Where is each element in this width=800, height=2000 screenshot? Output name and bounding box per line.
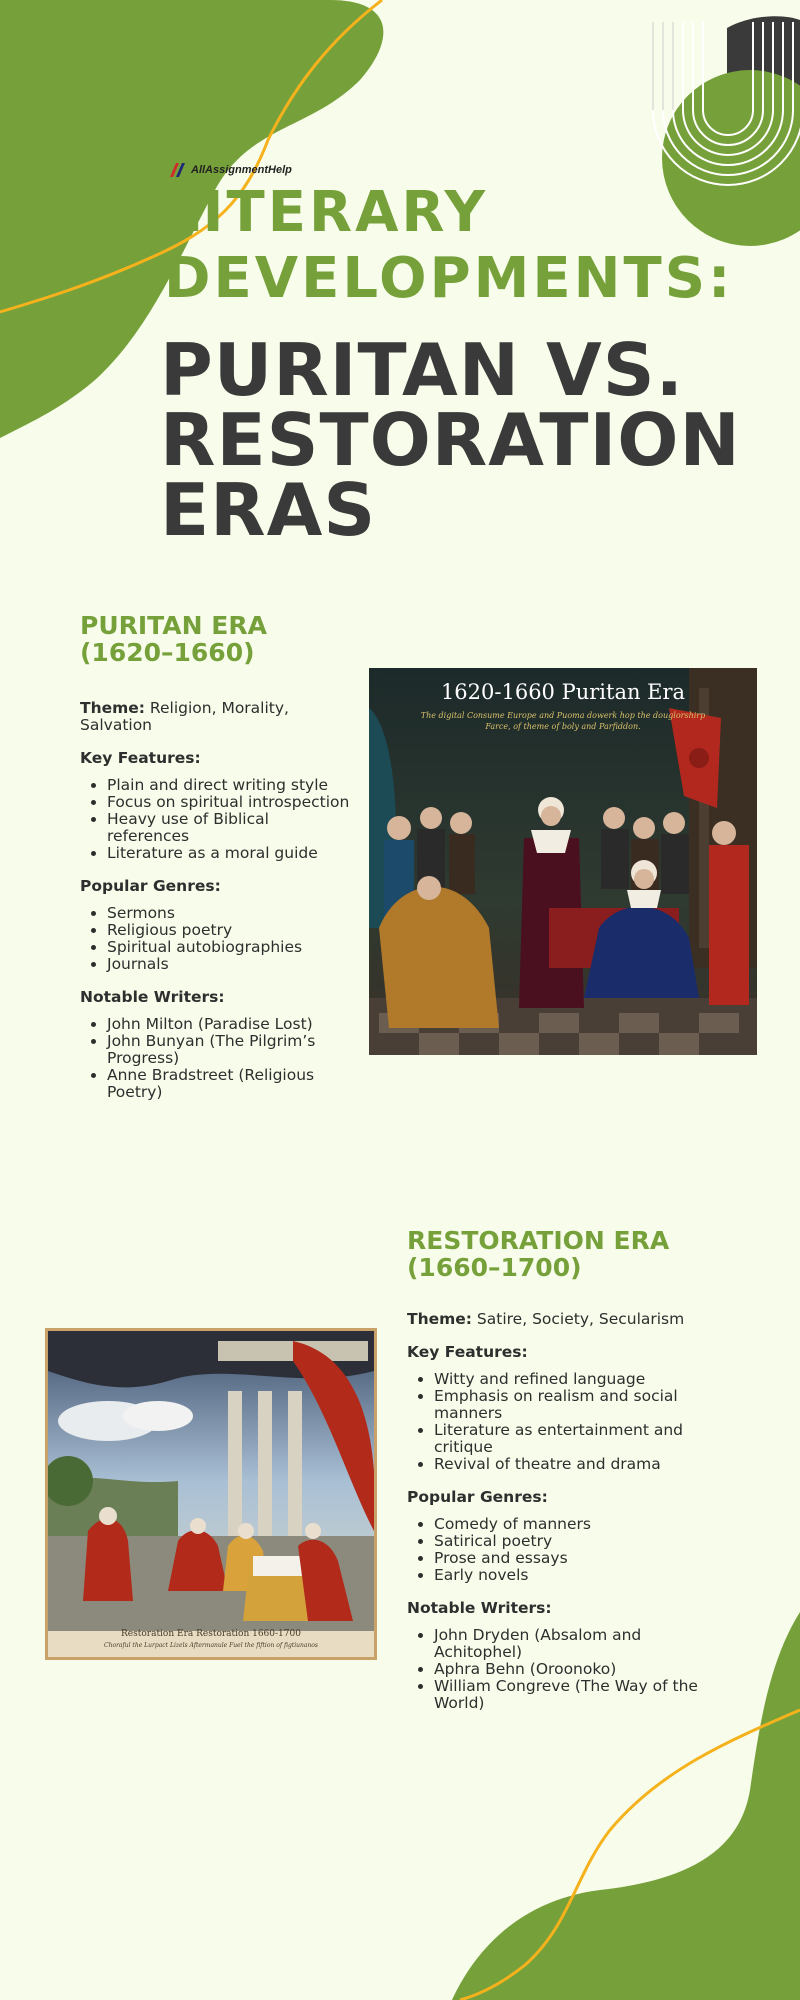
puritan-painting-caption: 1620-1660 Puritan Era <box>440 680 686 704</box>
restoration-genres-block <box>407 1489 707 1584</box>
puritan-theme-label: Theme: <box>80 699 145 717</box>
restoration-theme-label: Theme: <box>407 1310 472 1328</box>
puritan-era-painting <box>369 668 757 1055</box>
list-item: • Revival of theatre and drama <box>434 1456 707 1473</box>
puritan-features-block <box>80 750 350 862</box>
restoration-painting-subcaption: Choraful the Lurpact Lizels Aftermanule Fuel the fiftion of figtiunanos <box>104 1642 318 1649</box>
puritan-writers-block <box>80 989 350 1101</box>
list-item: • Plain and direct writing style <box>107 777 350 794</box>
top-right-line-arches-outer <box>653 22 673 110</box>
restoration-heading: RESTORATION ERA (1660–1700) <box>407 1226 670 1282</box>
list-item: • Anne Bradstreet (Religious Poetry) <box>107 1067 350 1101</box>
list-item: • Literature as entertainment and critique <box>434 1422 707 1456</box>
list-item: • Comedy of manners <box>434 1516 707 1533</box>
list-item: • Literature as a moral guide <box>107 845 350 862</box>
restoration-painting-caption-block <box>48 1629 374 1651</box>
list-item: • John Milton (Paradise Lost) <box>107 1016 350 1033</box>
restoration-genres-title: Popular Genres: <box>407 1488 548 1506</box>
puritan-writers-list <box>80 1016 350 1101</box>
puritan-heading: PURITAN ERA (1620–1660) <box>80 611 267 667</box>
puritan-genres-title: Popular Genres: <box>80 877 221 895</box>
restoration-genres-list <box>407 1516 707 1584</box>
restoration-writers-block <box>407 1600 707 1712</box>
list-item: • Religious poetry <box>107 922 350 939</box>
puritan-painting-subcaption: The digital Consume Europe and Puoma dowerk hop the douglorshirp Farce, of theme of boly and Parfiddon. <box>420 711 706 731</box>
list-item: • Focus on spiritual introspection <box>107 794 350 811</box>
brand-logo <box>168 162 292 178</box>
restoration-theme-value: Satire, Society, Secularism <box>476 1310 685 1328</box>
list-item: • Emphasis on realism and social manners <box>434 1388 707 1422</box>
list-item: • Heavy use of Biblical references <box>107 811 350 845</box>
restoration-section <box>407 1227 707 1712</box>
puritan-theme-value: Religion, Morality, Salvation <box>80 699 289 734</box>
list-item: • Prose and essays <box>434 1550 707 1567</box>
puritan-section <box>80 612 350 1101</box>
restoration-features-title: Key Features: <box>407 1343 528 1361</box>
puritan-theme <box>80 700 350 734</box>
list-item: • John Bunyan (The Pilgrim’s Progress) <box>107 1033 350 1067</box>
restoration-features-list <box>407 1371 707 1473</box>
puritan-features-title: Key Features: <box>80 749 201 767</box>
list-item: • John Dryden (Absalom and Achitophel) <box>434 1627 707 1661</box>
list-item: • William Congreve (The Way of the World) <box>434 1678 707 1712</box>
restoration-writers-title: Notable Writers: <box>407 1599 552 1617</box>
list-item: • Spiritual autobiographies <box>107 939 350 956</box>
list-item: • Journals <box>107 956 350 973</box>
list-item: • Early novels <box>434 1567 707 1584</box>
restoration-features-block <box>407 1344 707 1473</box>
list-item: • Aphra Behn (Oroonoko) <box>434 1661 707 1678</box>
page-title-line2: PURITAN VS. RESTORATION ERAS <box>160 328 741 552</box>
puritan-writers-title: Notable Writers: <box>80 988 225 1006</box>
list-item: • Witty and refined language <box>434 1371 707 1388</box>
page-title-line1: LITERARY DEVELOPMENTS: <box>164 180 734 311</box>
list-item: • Sermons <box>107 905 350 922</box>
puritan-features-list <box>80 777 350 862</box>
restoration-theme <box>407 1311 707 1328</box>
puritan-genres-block <box>80 878 350 973</box>
logo-mark-icon <box>168 162 188 178</box>
puritan-genres-list <box>80 905 350 973</box>
logo-text: AllAssignmentHelp <box>191 164 292 176</box>
restoration-painting-caption: Restoration Era Restoration 1660-1700 <box>121 1629 301 1639</box>
restoration-era-painting <box>45 1328 377 1660</box>
list-item: • Satirical poetry <box>434 1533 707 1550</box>
restoration-writers-list <box>407 1627 707 1712</box>
restoration-painting-art <box>48 1331 374 1657</box>
